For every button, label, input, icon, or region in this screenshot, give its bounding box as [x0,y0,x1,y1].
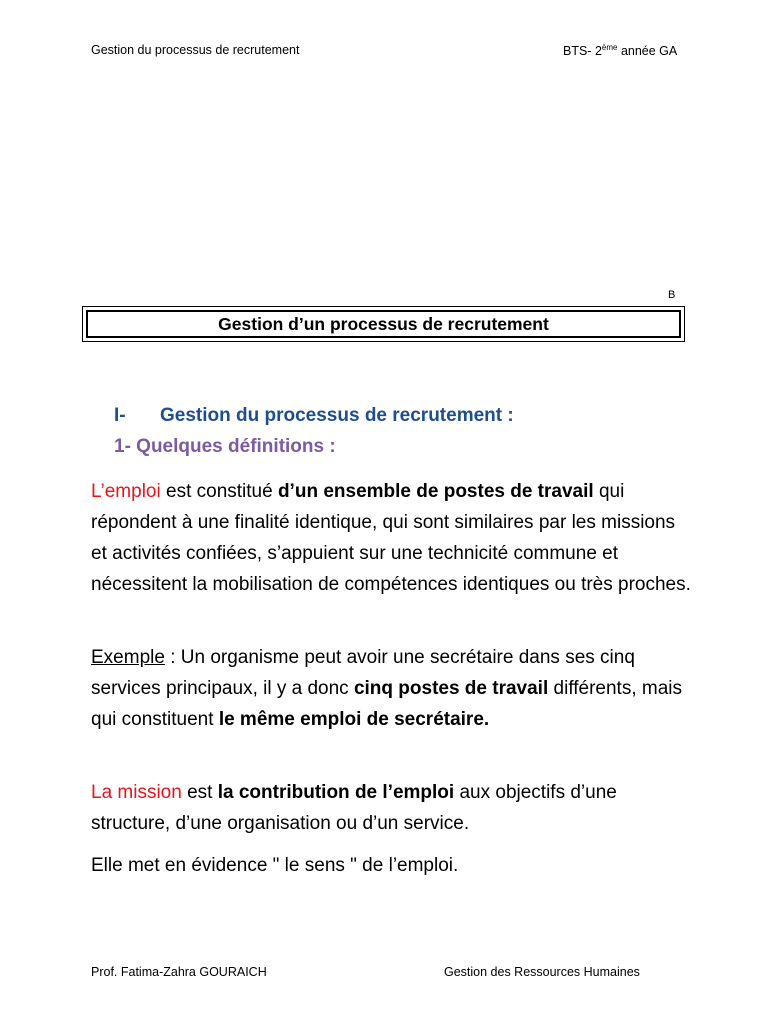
p1-text-2: qui répondent à une finalité identique, qui sont similaires par les missions et activités confiées, s’appuient sur une technicité commune et nécessitent la mobilisation de compétences identiques ou très proches. [91,481,691,595]
p2-text-1: : Un organisme peut avoir une secrétaire dans ses cinq services principaux, il y a donc [91,647,635,699]
label-exemple: Exemple [91,647,165,668]
header-right-prefix: BTS- 2 [563,44,602,58]
p2-bold-2: le même emploi de secrétaire. [218,709,490,730]
section-heading [114,405,514,427]
paragraph-emploi [91,476,691,600]
term-mission: La mission [91,782,182,803]
header-right-sup: ème [601,43,618,52]
header-right-text [563,43,677,58]
document-title: Gestion d’un processus de recrutement [218,313,549,334]
p3-text-1: est [181,782,218,803]
paragraph-mission [91,777,691,839]
footer-subject: Gestion des Ressources Humaines [444,965,640,979]
term-emploi: L’emploi [91,481,161,502]
section-title: Gestion du processus de recrutement : [160,405,514,426]
p2-bold-1: cinq postes de travail [353,678,549,699]
p1-text-1: est constitué [160,481,278,502]
footer-author: Prof. Fatima-Zahra GOURAICH [91,965,267,979]
p1-bold-1: d’un ensemble de postes de travail [277,481,594,502]
header-right-suffix: année GA [617,44,678,58]
paragraph-exemple [91,642,691,735]
header-left-text: Gestion du processus de recrutement [91,43,300,57]
subsection-heading: 1- Quelques définitions : [114,436,336,457]
paragraph-sens: Elle met en évidence " le sens " de l’emploi. [91,855,459,876]
p3-text-2: aux objectifs d’une structure, d’une organisation ou d’un service. [91,782,617,834]
section-number: I- [114,405,126,426]
p2-text-2: différents, mais qui constituent [91,678,683,730]
p3-bold-1: la contribution de l’emploi [217,782,455,803]
title-box [86,310,681,338]
corner-mark: B [668,289,676,301]
